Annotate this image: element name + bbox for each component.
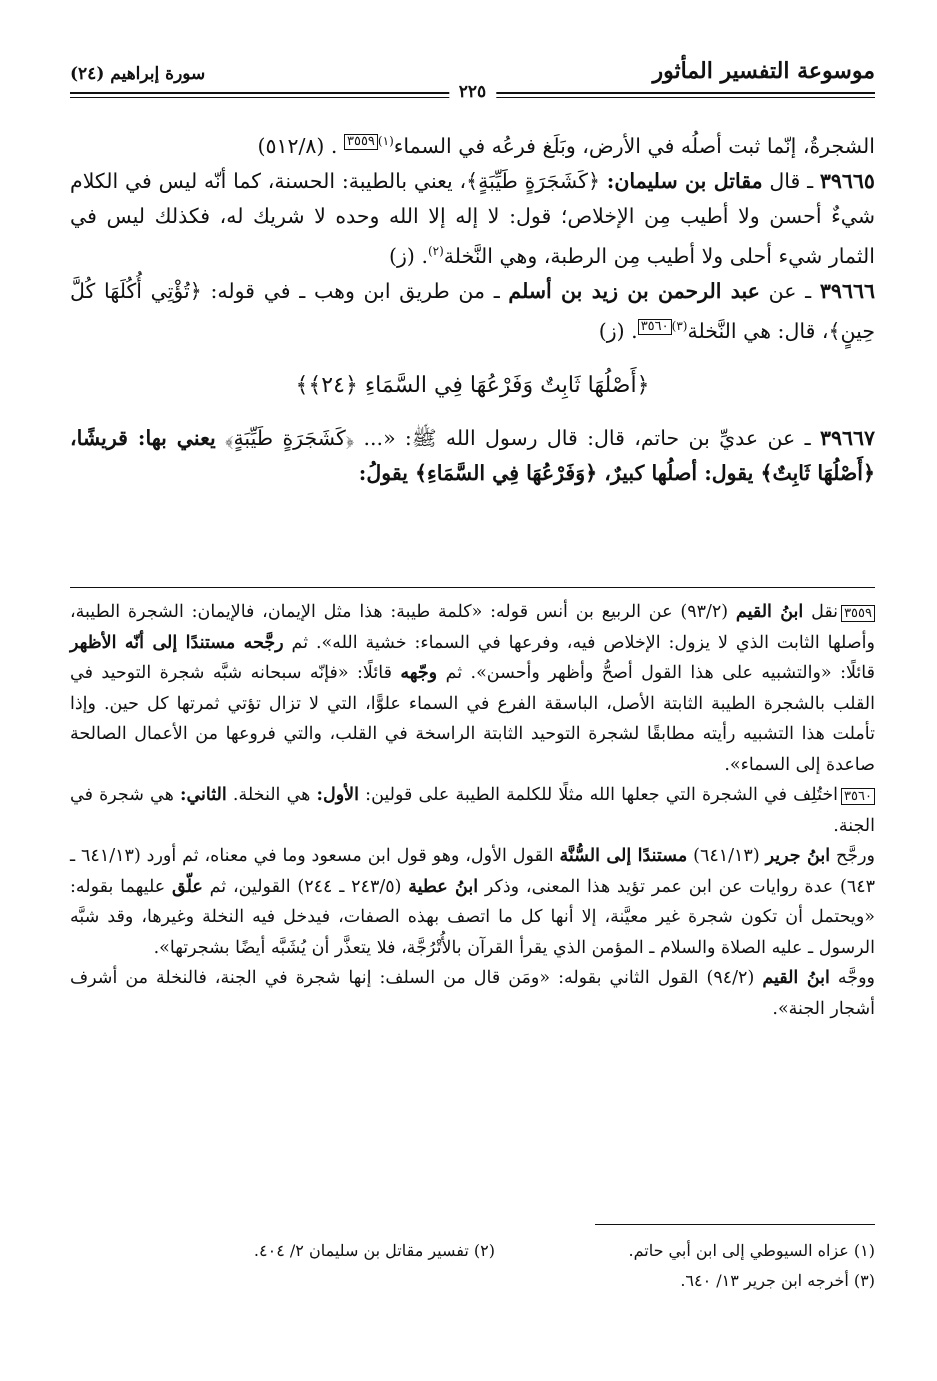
hadith-number: ٣٩٦٦٧	[819, 426, 875, 451]
footnote-ref[interactable]: (٢)	[427, 243, 444, 258]
narrator-name: مقاتل بن سليمان:	[606, 168, 763, 193]
running-header	[70, 52, 875, 102]
footnote-3: (٣) أخرجه ابن جرير ١٣/ ٦٤٠.	[680, 1271, 875, 1290]
surah-label: سورة إبراهيم (٢٤)	[70, 64, 206, 84]
hadith-number: ٣٩٦٦٥	[819, 168, 875, 193]
hadith-39667: ٣٩٦٦٧ ـ عن عديِّ بن حاتم، قال: قال رسول الله ﷺ: «... ﴿كَشَجَرَةٍ طَيِّبَةٍ﴾ يعني بها: قريشًا، ﴿أَصْلُهَا ثَابِتٌ﴾ يقول: أصلُها كبيرٌ، ﴿وَفَرْعُهَا فِي السَّمَاءِ﴾ يقولُ:	[70, 426, 875, 486]
note-3559: ٣٥٥٩نقل ابنُ القيم (٩٣/٢) عن الربيع بن أنس قوله: «كلمة طيبة: هذا مثل الإيمان، فالإيمان: الشجرة الطيبة، وأصلها الثابت الذي لا يزول: الإخلاص فيه، وفرعها في السماء: خشية الله». ثم رجَّحه مستندًا إلى أنّه الأظهر قائلًا: «والتشبيه على هذا القول أصحُّ وأظهر وأحسن». ثم وجّهه قائلًا: «فإنّه سبحانه شبَّه شجرة التوحيد في القلب بالشجرة الطيبة الثابتة الأصل، الباسقة الفرع في السماء علوًّا، التي لا تزال تؤتي ثمرتها كل حين. وإذا تأملت هذا التشبيه رأيته مطابقًا لشجرة التوحيد الثابتة الراسخة في القلب، والتي فروعها من الأعمال الصالحة صاعدة إلى السماء».	[70, 602, 875, 775]
continuation-paragraph: الشجرةُ، إنّما ثبت أصلُه في الأرض، وبَلَغ فرعُه في السماء$^{(١)}$٣٥٥٩ . (٥١٢/٨)	[257, 133, 875, 158]
footnote-ref[interactable]: (١)	[377, 134, 394, 148]
footnote-separator	[595, 1224, 875, 1225]
notes-separator	[70, 587, 875, 588]
commentary-notes	[70, 597, 875, 1024]
note-paragraph-ibn-jarir: ورجَّح ابنُ جرير (٦٤١/١٣) مستندًا إلى السُّنَّة القول الأول، وهو قول ابن مسعود وما في معناه، ثم أورد (٦٤١/١٣ ـ ٦٤٣) عدة روايات عن ابن عمر تؤيد هذا المعنى، وذكر ابنُ عطية (٢٤٣/٥ ـ ٢٤٤) القولين، ثم علّق عليهما بقوله: «ويحتمل أن تكون شجرة غير معيَّنة، إلا أنها كل ما اتصف بهذه الصفات، فيدخل فيه النخلة وغيرها، وقد شبَّه الرسول ـ عليه الصلاة والسلام ـ المؤمن الذي يقرأ القرآن بالأُتْرُجَّة، فلا يتعذَّر أن يُشَبَّه أيضًا بشجرتها».	[70, 846, 876, 958]
note-number-box: ٣٥٦٠	[841, 788, 875, 805]
commentary-ref-box[interactable]: ٣٥٦٠	[638, 319, 672, 335]
note-3560: ٣٥٦٠اختُلِف في الشجرة التي جعلها الله مثلًا للكلمة الطيبة على قولين: الأول: هي النخلة. الثاني: هي شجرة في الجنة.	[70, 785, 875, 836]
page-number: ٢٢٥	[449, 82, 496, 102]
verse-heading: ﴿أَصْلُهَا ثَابِتٌ وَفَرْعُهَا فِي السَّمَاءِ ﴿٢٤﴾﴾	[295, 373, 650, 399]
hadith-number: ٣٩٦٦٦	[819, 278, 875, 303]
hadith-39666: ٣٩٦٦٦ ـ عن عبد الرحمن بن زيد بن أسلم ـ من طريق ابن وهب ـ في قوله: ﴿تُؤْتِي أُكُلَهَا كُلَّ حِينٍ﴾، قال: هي النَّخلة$^{(٣)}$٣٥٦٠. (ز)	[70, 278, 875, 343]
footnote-2: (٢) تفسير مقاتل بن سليمان ٢/ ٤٠٤.	[253, 1241, 495, 1260]
footnote-1: (١) عزاه السيوطي إلى ابن أبي حاتم.	[628, 1241, 875, 1260]
note-number-box: ٣٥٥٩	[841, 605, 875, 622]
commentary-ref-box[interactable]: ٣٥٥٩	[344, 134, 378, 150]
footnotes	[70, 1236, 875, 1296]
narrator-name: عبد الرحمن بن زيد بن أسلم	[508, 278, 760, 303]
footnote-ref[interactable]: (٣)	[671, 318, 688, 333]
hadith-39665: ٣٩٦٦٥ ـ قال مقاتل بن سليمان: ﴿كَشَجَرَةٍ طَيِّبَةٍ﴾، يعني بالطيبة: الحسنة، كما أنّه ليس في الكلام شيءٌ أحسن ولا أطيب مِن الإخلاص؛ قول: لا إله إلا الله وحده لا شريك له، فكذلك ليس في الثمار شيء أحلى ولا أطيب مِن الرطبة، وهي النَّخلة$^{(٢)}$. (ز)	[70, 168, 875, 268]
book-title: موسوعة التفسير المأثور	[652, 58, 875, 84]
main-text	[70, 124, 875, 491]
note-paragraph-ibn-qayyim: ووجَّه ابنُ القيم (٩٤/٢) القول الثاني بقوله: «ومَن قال من السلف: إنها شجرة في الجنة، فالنخلة من أشرف أشجار الجنة».	[70, 968, 875, 1019]
